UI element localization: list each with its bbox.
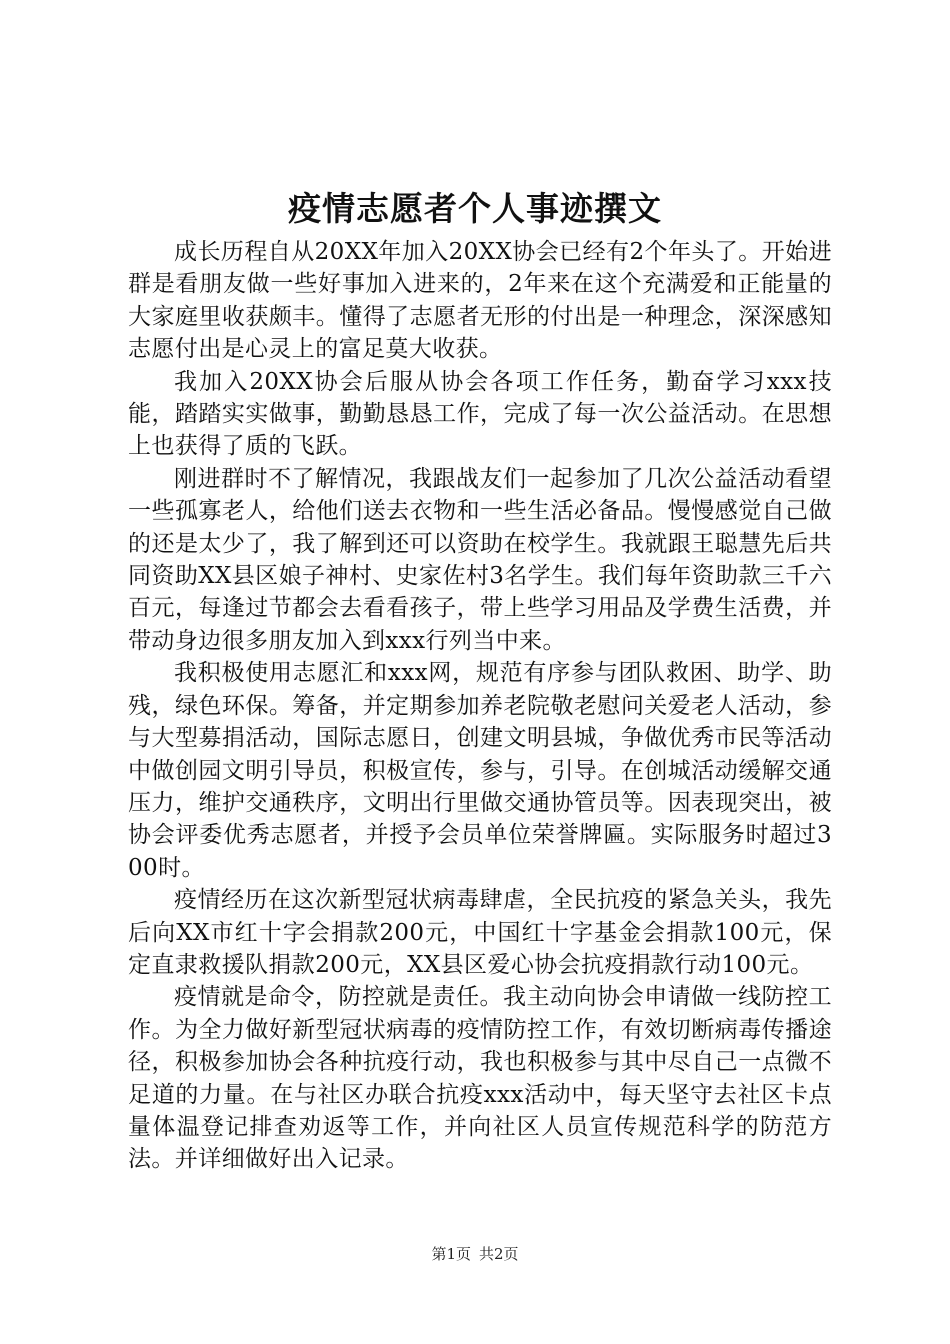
document-body [128, 236, 832, 1176]
document-title: 疫情志愿者个人事迹撰文 [288, 189, 662, 228]
page-footer [0, 1244, 950, 1264]
page-number-total: 共2页 [479, 1245, 519, 1263]
paragraph-joining-association: 我加入20XX协会后服从协会各项工作任务，勤奋学习xxx技能，踏踏实实做事，勤勤恳恳工作，完成了每一次公益活动。在思想上也获得了质的飞跃。 [128, 368, 832, 460]
paragraph-volunteer-activities: 我积极使用志愿汇和xxx网，规范有序参与团队救困、助学、助残，绿色环保。筹备，并定期参加养老院敬老慰问关爱老人活动，参与大型募捐活动，国际志愿日，创建文明县城，争做优秀市民等活动中做创园文明引导员，积极宣传，参与，引导。在创城活动缓解交通压力，维护交通秩序，文明出行里做交通协管员等。因表现突出，被协会评委优秀志愿者，并授予会员单位荣誉牌匾。实际服务时超过300时。 [128, 660, 832, 881]
paragraph-growth-history: 成长历程自从20XX年加入20XX协会已经有2个年头了。开始进群是看朋友做一些好事加入进来的，2年来在这个充满爱和正能量的大家庭里收获颇丰。懂得了志愿者无形的付出是一种理念，深深感知志愿付出是心灵上的富足莫大收获。 [128, 239, 832, 363]
paragraph-student-sponsorship: 刚进群时不了解情况，我跟战友们一起参加了几次公益活动看望一些孤寡老人，给他们送去衣物和一些生活必备品。慢慢感觉自己做的还是太少了，我了解到还可以资助在校学生。我就跟王聪慧先后共同资助XX县区娘子神村、史家佐村3名学生。我们每年资助款三千六百元，每逢过节都会去看看孩子，带上些学习用品及学费生活费，并带动身边很多朋友加入到xxx行列当中来。 [128, 465, 832, 654]
page-number-current: 第1页 [431, 1245, 471, 1263]
paragraph-frontline-prevention: 疫情就是命令，防控就是责任。我主动向协会申请做一线防控工作。为全力做好新型冠状病毒的疫情防控工作，有效切断病毒传播途径，积极参加协会各种抗疫行动，我也积极参与其中尽自己一点微不足道的力量。在与社区办联合抗疫xxx活动中，每天坚守去社区卡点量体温登记排查劝返等工作，并向社区人员宣传规范科学的防范方法。并详细做好出入记录。 [128, 984, 832, 1173]
paragraph-epidemic-donations: 疫情经历在这次新型冠状病毒肆虐，全民抗疫的紧急关头，我先后向XX市红十字会捐款200元，中国红十字基金会捐款100元，保定直隶救援队捐款200元，XX县区爱心协会抗疫捐款行动100元。 [128, 887, 832, 978]
